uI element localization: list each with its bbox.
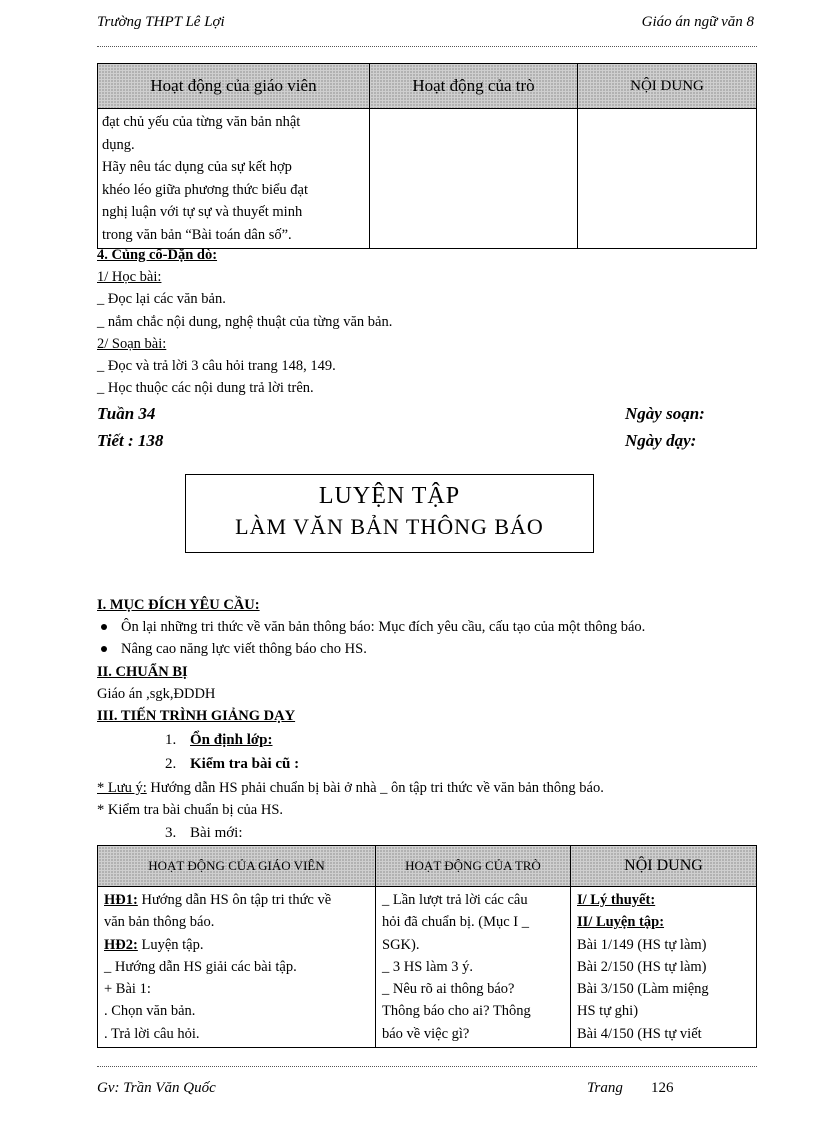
prep-date-label: Ngày soạn: [625,404,705,423]
section3-heading: III. TIẾN TRÌNH GIẢNG DẠY [97,708,296,724]
review-heading: 4. Củng cố-Dặn dò: [97,247,218,263]
t2-line: Bài 1/149 (HS tự làm) [577,936,707,953]
t2-line: HĐ1: Hướng dẫn HS ôn tập tri thức về [104,892,332,908]
t1-line: dụng. [102,136,135,153]
t1-line: nghị luận với tự sự và thuyết minh [102,204,303,220]
step-item: 2. Kiểm tra bài cũ : [165,756,300,772]
t2-content-cell [571,887,757,1048]
note-line: * Kiểm tra bài chuẩn bị của HS. [97,802,284,818]
header-school: Trường THPT Lê Lợi [97,14,225,30]
footer-teacher: Gv: Trần Văn Quốc [97,1080,216,1096]
t2-line: văn bản thông báo. [104,914,215,931]
review-sub1: 1/ Học bài: [97,269,162,285]
t2-line: _ 3 HS làm 3 ý. [382,958,474,975]
period-label: Tiết : 138 [97,431,164,450]
header-divider [97,46,757,47]
lesson-title-box [185,474,594,553]
t2-header-teacher: HOẠT ĐỘNG CỦA GIÁO VIÊN [98,846,376,887]
review-line: _ nắm chắc nội dung, nghệ thuật của từng văn bản. [97,314,393,330]
review-sub2: 2/ Soạn bài: [97,336,167,352]
t2-line: + Bài 1: [104,981,151,998]
t2-line: Bài 3/150 (Làm miệng [577,981,709,998]
section1-heading: I. MỤC ĐÍCH YÊU CẦU: [97,597,260,613]
t1-line: đạt chủ yếu của từng văn bản nhật [102,114,301,130]
t2-header-student: HOẠT ĐỘNG CỦA TRÒ [376,846,571,887]
t1-teacher-cell [98,109,370,249]
t2-student-cell [376,887,571,1048]
activity-table-2 [97,845,757,1048]
header-subject: Giáo án ngữ văn 8 [641,14,754,30]
t1-line: trong văn bản “Bài toán dân số”. [102,226,292,243]
lesson-title: LUYỆN TẬP [318,483,461,509]
t1-line: khéo léo giữa phương thức biểu đạt [102,181,309,198]
t2-line: SGK). [382,936,420,953]
section2-heading: II. CHUẨN BỊ [97,664,188,680]
t1-header-student: Hoạt động của trò [370,64,578,109]
t2-line: Bài 2/150 (HS tự làm) [577,958,707,975]
t2-line: Bài 4/150 (HS tự viết [577,1025,702,1042]
review-line: _ Đọc lại các văn bản. [97,291,226,307]
preparation-text: Giáo án ,sgk,ĐDDH [97,686,216,702]
t2-teacher-cell [98,887,376,1048]
review-line: _ Đọc và trả lời 3 câu hỏi trang 148, 149. [97,358,336,374]
activity-table-1 [97,63,757,249]
note-line: * Lưu ý: Hướng dẫn HS phải chuẩn bị bài ở nhà _ ôn tập tri thức về văn bản thông báo. [97,780,604,796]
t1-student-cell [370,109,578,249]
t2-line: HS tự ghi) [577,1003,639,1020]
bullet-icon [101,624,107,630]
t2-line: I/ Lý thuyết: [577,892,656,908]
step-item: 3. Bài mới: [165,825,243,841]
teach-date-label: Ngày dạy: [625,431,697,450]
step-item: 1. Ổn định lớp: [165,732,273,748]
footer-page-number: 126 [651,1080,674,1096]
t2-line: Thông báo cho ai? Thông [382,1003,531,1020]
t2-header-content: NỘI DUNG [571,846,757,887]
objective-item: Ôn lại những tri thức về văn bản thông báo: Mục đích yêu cầu, cấu tạo của một thông báo. [97,619,645,636]
footer-divider [97,1066,757,1067]
review-line: _ Học thuộc các nội dung trả lời trên. [97,380,314,396]
t1-header-teacher: Hoạt động của giáo viên [98,64,370,109]
t2-line: . Trả lời câu hỏi. [104,1025,200,1042]
bullet-icon [101,646,107,652]
t1-header-content: NỘI DUNG [578,64,757,109]
t2-line: _ Nêu rõ ai thông báo? [382,981,515,998]
objective-item: Nâng cao năng lực viết thông báo cho HS. [97,641,367,658]
t1-content-cell [578,109,757,249]
t2-line: báo về việc gì? [382,1025,470,1042]
t2-line: II/ Luyện tập: [577,914,665,931]
t2-line: _ Lần lượt trả lời các câu [382,892,528,908]
t1-line: Hãy nêu tác dụng của sự kết hợp [102,159,292,175]
t2-line: . Chọn văn bản. [104,1003,196,1020]
lesson-subtitle: LÀM VĂN BẢN THÔNG BÁO [235,514,544,539]
t2-line: _ Hướng dẫn HS giải các bài tập. [104,958,297,975]
t2-line: hỏi đã chuẩn bị. (Mục I _ [382,914,529,931]
footer-page-label: Trang [587,1080,623,1096]
week-label: Tuần 34 [97,404,156,423]
t2-line: HĐ2: Luyện tập. [104,936,204,953]
